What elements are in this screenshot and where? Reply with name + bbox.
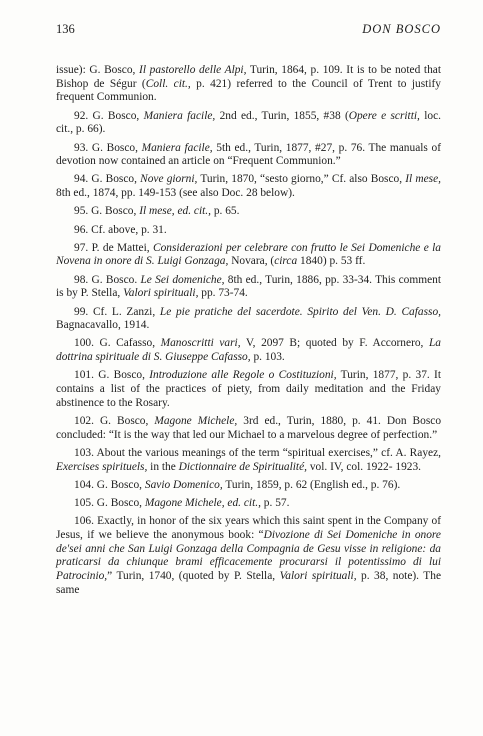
note-text: in the [147,460,179,473]
note-text: 92. G. Bosco, [74,109,144,122]
endnote [56,306,441,333]
note-text: V, 2097 B; quoted by F. Accornero, [240,337,429,350]
note-text: 95. G. Bosco, [74,205,140,218]
note-text: 96. Cf. above, p. 31. [74,223,167,236]
note-text: ” Turin, 1740, (quoted by P. Stella, [107,570,280,582]
note-text: 8th ed., Turin, 1886, pp. 33-34. This comment is by P. Stella, [56,273,441,300]
note-text: 102. G. Bosco, [74,414,155,427]
note-text: 99. Cf. L. Zanzi, [74,305,160,318]
note-text: 2nd ed., Turin, 1855, #38 ( [215,109,349,122]
note-text: 106. Exactly, in honor of the six years which this saint spent in the Company of Jesus, if we believe the anonymous book: “ [56,515,441,541]
endnote [56,337,441,364]
note-text: Novara, ( [228,255,275,268]
note-text: 8th ed., 1874, pp. 149-153 (see also Doc. 28 below). [56,187,295,200]
note-text: 98. G. Bosco. [74,273,141,286]
page-header [56,22,441,40]
endnote [56,479,441,493]
italic-title: Maniera facile, [143,109,216,122]
note-text: p. 421) referred to the Council of Trent to justify frequent Communion. [56,77,441,104]
italic-title: Magone Michele, [154,414,238,427]
note-text: Turin, 1859, p. 62 (English ed., p. 76). [222,478,401,491]
endnote [56,205,441,219]
note-text: 93. G. Bosco, [74,141,142,154]
note-text: 1840) p. 53 ff. [297,255,366,268]
endnote [56,142,441,169]
note-text: 97. P. de Mattei, [74,241,153,254]
italic-title: Nove giorni, [140,173,198,186]
italic-title: Le pie pratiche del sacerdote. Spirito del Ven. D. Cafasso, [159,305,441,318]
note-text: p. 103. [250,351,285,364]
endnote [56,515,441,597]
italic-title: Manoscritti vari, [160,337,241,350]
italic-title: Valori spirituali, [279,570,357,582]
endnote [56,242,441,269]
note-text: Turin, 1864, p. 109. It is to be noted that Bishop de Ségur ( [56,64,441,90]
endnote-continuation [56,64,441,105]
note-text: Turin, 1870, “sesto giorno,” Cf. also Bosco, [197,173,406,186]
note-text: vol. IV, col. 1922- 1923. [307,460,422,473]
note-text: 3rd ed., Turin, 1880, p. 41. Don Bosco concluded: “It is the way that led our Michael to a marvelous degree of perfection.” [56,414,442,441]
note-text: 103. About the various meanings of the term “spiritual exercises,” cf. A. Rayez, [74,446,441,459]
italic-title: Le Sei domeniche, [140,273,225,286]
endnote [56,224,441,238]
italic-title: La dottrina spirituale di S. Giuseppe Cafasso, [56,337,441,364]
note-text: issue): G. Bosco, [56,64,140,76]
italic-title: Coll. cit., [145,77,191,90]
italic-title: Introduzione alle Regole o Costituzioni, [149,369,337,382]
note-text: 5th ed., Turin, 1877, #27, p. 76. The manuals of devotion now contained an article on “Frequent Communion.” [56,141,441,168]
endnote [56,415,441,442]
note-text: p. 65. [211,205,240,218]
italic-title: Exercises spirituels, [56,460,148,473]
italic-title: Considerazioni per celebrare con frutto le Sei Domeniche e la Novena in onore di S. Luigi Gonzaga, [56,241,441,268]
endnote [56,369,441,410]
endnote [56,173,441,200]
note-text: 94. G. Bosco, [74,173,141,186]
italic-title: circa [274,255,298,268]
italic-title: Il mese, ed. cit., [139,205,211,218]
endnote [56,110,441,137]
italic-title: Il mese, [405,173,441,186]
italic-title: Valori spirituali, [123,287,199,300]
note-text: Turin, 1877, p. 37. It contains a list of the practices of piety, from daily meditation and the Friday abstinence to the Rosary. [56,369,442,409]
endnote [56,274,441,301]
running-head: DON BOSCO [362,22,441,36]
italic-title: Il pastorello delle Alpi, [139,64,247,76]
page-number: 136 [56,22,75,36]
endnote [56,497,441,511]
endnote [56,447,441,474]
italic-title: Opere e scritti, [348,109,420,122]
note-text: Bagnacavallo, 1914. [56,319,150,332]
note-text: loc. cit., p. 66). [56,109,441,136]
italic-title: Divozione di Sei Domeniche in onore de'sei anni che San Luigi Gonzaga della Compagnia de Gesu visse in religione: da praticarsi da chiunque brami efficacemente procurarsi il potentissimo di lui Patrocinio, [56,528,441,582]
italic-title: Maniera facile, [141,141,213,154]
note-text: p. 57. [260,496,290,509]
note-text: p. 38, note). The same [56,570,441,596]
italic-title: Savio Domenico, [144,478,223,491]
note-text: pp. 73-74. [198,287,248,300]
italic-title: Dictionnaire de Spiritualité, [178,460,307,473]
endnotes-body [56,64,441,597]
italic-title: Magone Michele, ed. cit., [144,496,261,509]
note-text: 105. G. Bosco, [74,496,145,509]
note-text: 101. G. Bosco, [74,369,150,382]
note-text: 104. G. Bosco, [74,478,145,491]
note-text: 100. G. Cafasso, [74,337,161,350]
